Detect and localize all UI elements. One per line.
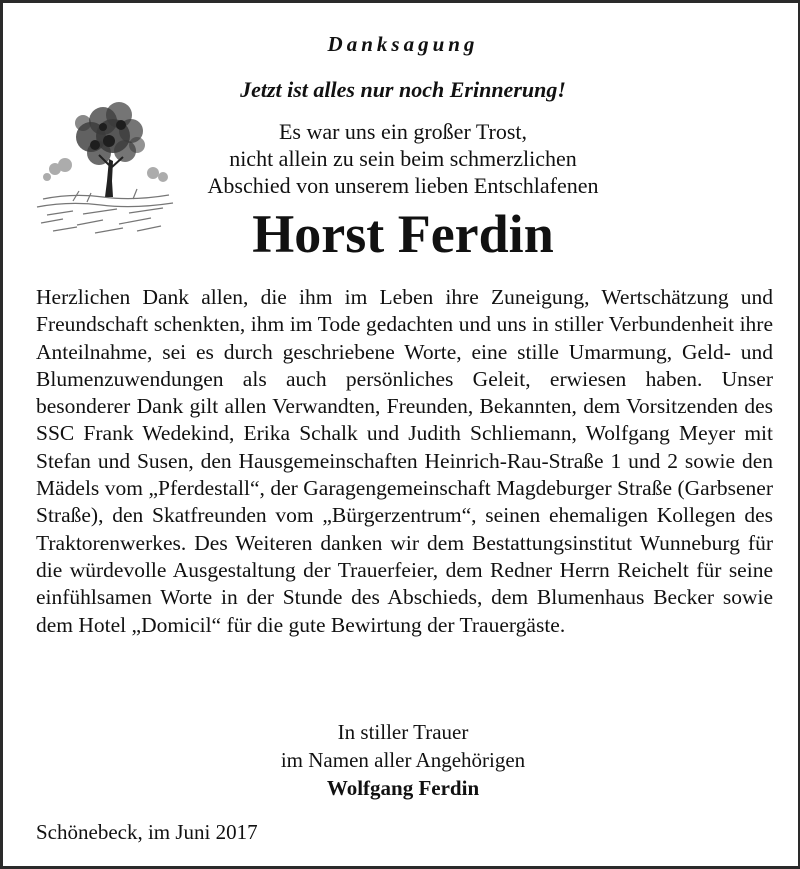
closing-block [3,718,800,802]
intro-text [153,118,653,199]
closing-line: im Namen aller Angehörigen [280,748,526,772]
notice-subheading: Jetzt ist alles nur noch Erinnerung! [240,77,566,102]
deceased-name: Horst Ferdin [252,204,554,264]
intro-line: Es war uns ein großer Trost, [278,119,528,144]
closing-line: In stiller Trauer [337,720,469,744]
signer-name: Wolfgang Ferdin [326,776,480,800]
notice-heading: Danksagung [327,32,479,56]
intro-line: nicht allein zu sein beim schmerzlichen [229,146,577,171]
place-date: Schönebeck, im Juni 2017 [36,820,258,844]
intro-line: Abschied von unserem lieben Entschlafenen [207,173,599,198]
thanks-paragraph: Herzlichen Dank allen, die ihm im Leben ihre Zuneigung, Wertschätzung und Freundschaft schenkten, ihm im Tode gedachten und uns in stiller Verbundenheit ihre Anteilnahme, sei es durch geschriebene Worte, eine stille Umarmung, Geld- und Blumenzuwendungen als auch persönliches Geleit, erwiesen haben. Unser besonderer Dank gilt allen Verwandten, Freunden, Bekannten, dem Vorsitzenden des SSC Frank Wedekind, Erika Schalk und Judith Schliemann, Wolfgang Meyer mit Stefan und Susen, den Hausgemeinschaften Heinrich-Rau-Straße 1 und 2 sowie den Mädels vom „Pferdestall“, der Garagengemeinschaft Magdeburger Straße (Garbsener Straße), den Skatfreunden vom „Bürgerzentrum“, seinen ehemaligen Kollegen des Traktorenwerkes. Des Weiteren danken wir dem Bestattungsinstitut Wunneburg für die würdevolle Ausgestaltung der Trauerfeier, dem Redner Herrn Reichelt für seine einfühlsamen Worte in der Stunde des Abschieds, dem Blumenhaus Becker sowie dem Hotel „Domicil“ für die gute Bewirtung der Trauergäste. [36,285,773,637]
